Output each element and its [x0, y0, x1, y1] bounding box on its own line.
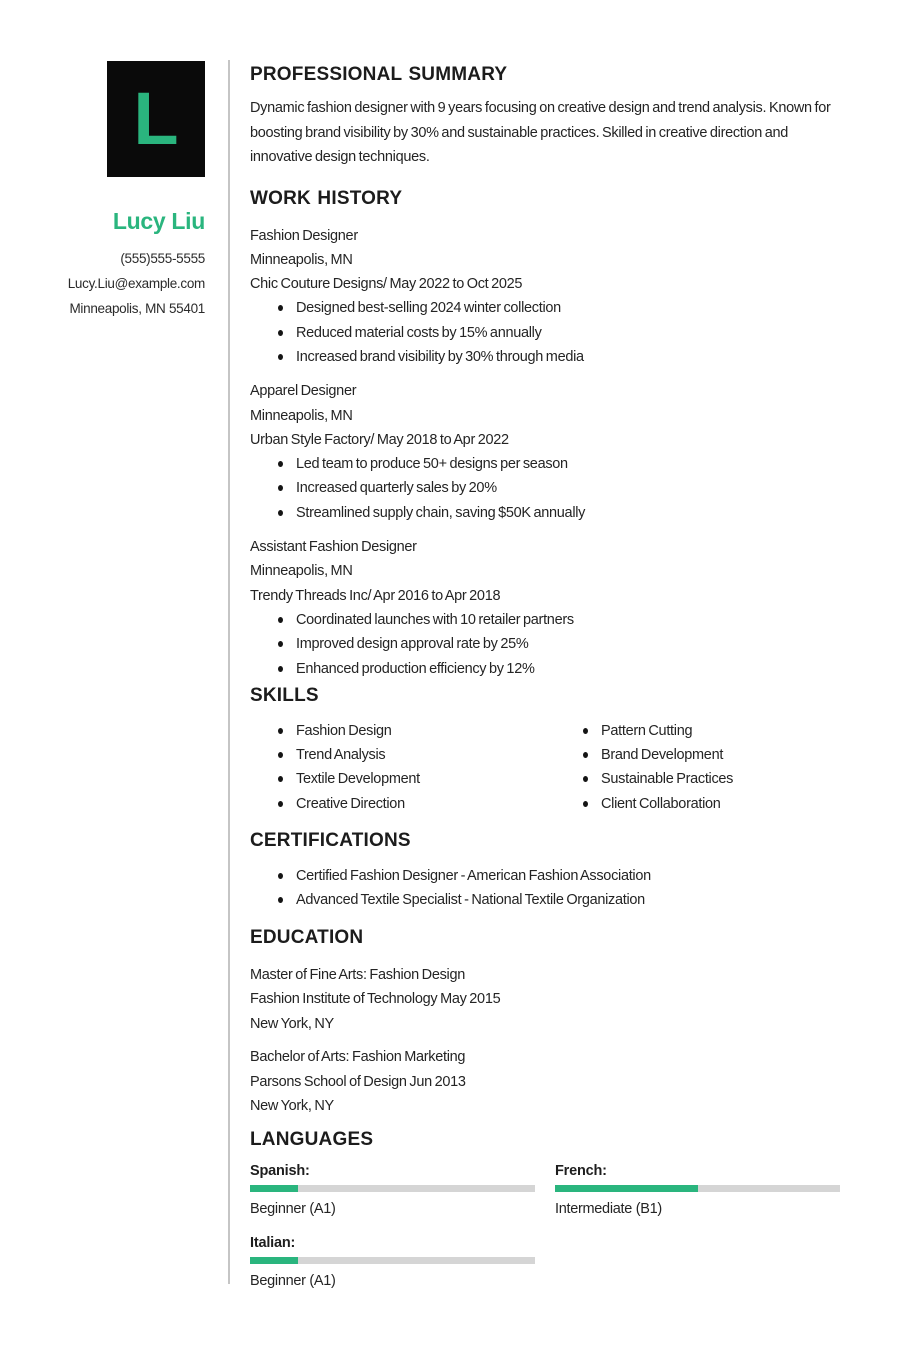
summary-text: Dynamic fashion designer with 9 years focusing on creative design and trend analysis. Known for boosting brand visibility by 30% and sustainable practices. Skilled in creative direction and innovative design techniques. [250, 100, 831, 165]
sidebar [0, 0, 205, 321]
certification-list [250, 864, 840, 913]
education-school-date: Fashion Institute of Technology May 2015 [250, 991, 501, 1008]
contact-email: Lucy.Liu@example.com [67, 276, 205, 291]
job-bullet: Streamlined supply chain, saving $50K annually [296, 501, 840, 525]
skill-item: Pattern Cutting [601, 719, 840, 743]
job-bullet-list [250, 296, 840, 369]
contact-block [0, 246, 205, 321]
job-company-dates: Urban Style Factory/ May 2018 to Apr 2022 [250, 431, 509, 448]
vertical-divider [228, 60, 230, 1284]
section-title-education: EDUCATION [250, 926, 364, 948]
education-location: New York, NY [250, 1098, 334, 1115]
education-entry [250, 963, 840, 1037]
skills-column-left [250, 719, 535, 816]
language-entry [555, 1161, 840, 1219]
language-progress-track [250, 1185, 535, 1192]
job-title: Fashion Designer [250, 227, 358, 244]
section-title-languages: LANGUAGES [250, 1128, 374, 1150]
skills-grid [250, 719, 840, 816]
job-entry [250, 224, 840, 370]
job-bullet: Led team to produce 50+ designs per season [296, 452, 840, 476]
section-title-certifications: CERTIFICATIONS [250, 830, 411, 852]
skill-item: Client Collaboration [601, 792, 840, 816]
language-progress-fill [250, 1185, 298, 1192]
main-content [250, 0, 840, 1291]
language-level: Intermediate (B1) [555, 1200, 662, 1217]
language-name: Spanish: [250, 1162, 310, 1179]
education-school-date: Parsons School of Design Jun 2013 [250, 1073, 466, 1090]
language-level: Beginner (A1) [250, 1200, 336, 1217]
language-entry [250, 1233, 535, 1291]
education-location: New York, NY [250, 1015, 334, 1032]
job-header [250, 379, 840, 452]
skill-item: Creative Direction [296, 792, 535, 816]
skill-item: Textile Development [296, 767, 535, 791]
job-bullet: Enhanced production efficiency by 12% [296, 657, 840, 681]
education-degree: Master of Fine Arts: Fashion Design [250, 966, 465, 983]
language-progress-fill [250, 1257, 298, 1264]
job-bullet: Increased quarterly sales by 20% [296, 476, 840, 500]
job-bullet: Designed best-selling 2024 winter collection [296, 296, 840, 320]
skill-item: Fashion Design [296, 719, 535, 743]
languages-grid [250, 1161, 840, 1291]
language-level: Beginner (A1) [250, 1272, 336, 1289]
certification-item: Certified Fashion Designer - American Fashion Association [296, 864, 840, 888]
skill-item: Brand Development [601, 743, 840, 767]
skill-item: Trend Analysis [296, 743, 535, 767]
section-title-skills: SKILLS [250, 684, 319, 706]
language-progress-track [250, 1257, 535, 1264]
contact-phone: (555)555-5555 [120, 251, 205, 266]
job-entry [250, 379, 840, 525]
job-location: Minneapolis, MN [250, 251, 353, 268]
language-progress-track [555, 1185, 840, 1192]
certification-item: Advanced Textile Specialist - National Textile Organization [296, 888, 840, 912]
section-title-summary: PROFESSIONAL SUMMARY [250, 64, 508, 85]
job-company-dates: Trendy Threads Inc/ Apr 2016 to Apr 2018 [250, 587, 501, 604]
job-bullet: Increased brand visibility by 30% through media [296, 345, 840, 369]
job-entry [250, 535, 840, 681]
job-bullet-list [250, 452, 840, 525]
skills-column-right [555, 719, 840, 816]
job-bullet: Reduced material costs by 15% annually [296, 321, 840, 345]
language-name: Italian: [250, 1234, 296, 1251]
education-degree: Bachelor of Arts: Fashion Marketing [250, 1049, 466, 1066]
contact-address: Minneapolis, MN 55401 [69, 301, 205, 316]
section-title-work-history: WORK HISTORY [250, 187, 403, 209]
language-progress-fill [555, 1185, 698, 1192]
job-header [250, 224, 840, 297]
language-name: French: [555, 1162, 607, 1179]
job-header [250, 535, 840, 608]
job-location: Minneapolis, MN [250, 563, 353, 580]
job-bullet-list [250, 608, 840, 681]
education-entry [250, 1045, 840, 1119]
job-location: Minneapolis, MN [250, 407, 353, 424]
language-entry [250, 1161, 535, 1219]
job-title: Assistant Fashion Designer [250, 539, 417, 556]
person-name: Lucy Liu [112, 208, 205, 234]
skill-item: Sustainable Practices [601, 767, 840, 791]
monogram-letter: L [133, 77, 179, 160]
monogram-badge [107, 61, 205, 177]
job-title: Apparel Designer [250, 383, 357, 400]
job-bullet: Coordinated launches with 10 retailer partners [296, 608, 840, 632]
job-company-dates: Chic Couture Designs/ May 2022 to Oct 2025 [250, 276, 523, 293]
job-bullet: Improved design approval rate by 25% [296, 632, 840, 656]
